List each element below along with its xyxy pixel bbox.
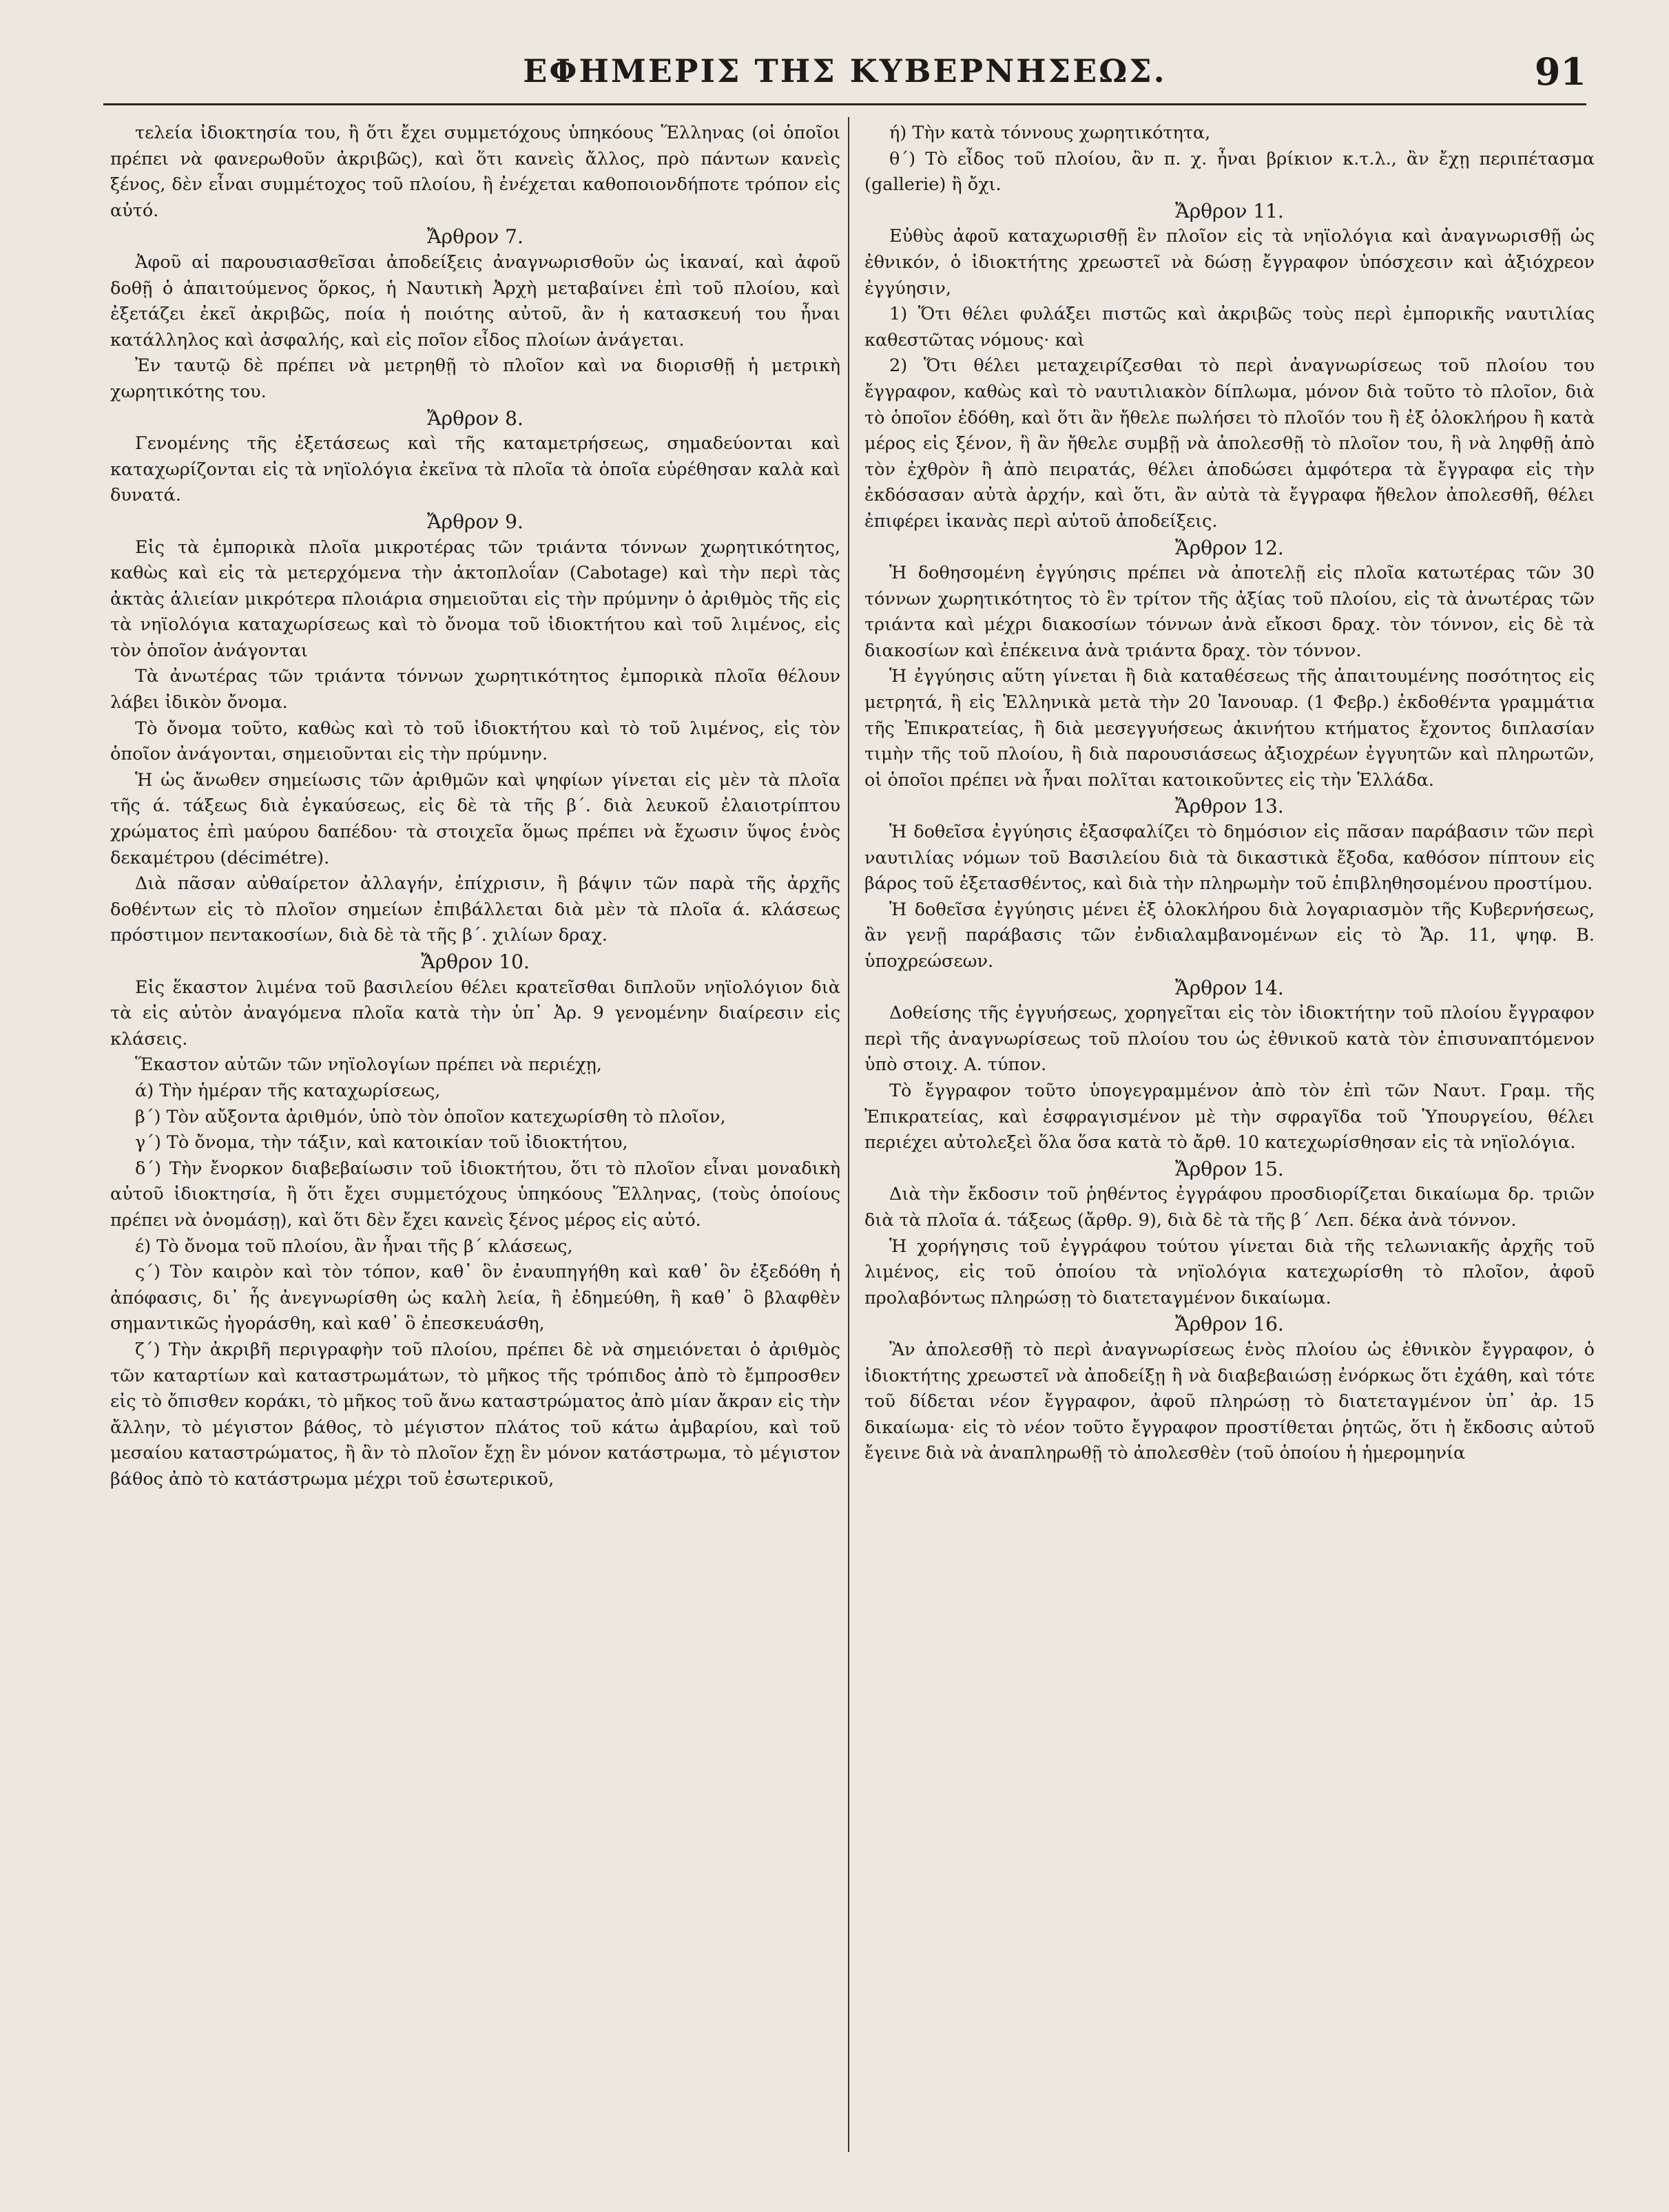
- paragraph: τελεία ἰδιοκτησία του, ἢ ὅτι ἔχει συμμετόχους ὑπηκόους Ἕλληνας (οἱ ὁποῖοι πρέπει νὰ φανερωθοῦν ἀκριβῶς), καὶ ὅτι κανεὶς ἄλλος, πρὸ πάντων κανεὶς ξένος, δὲν εἶναι συμμέτοχος τοῦ πλοίου, ἢ ἐνέχεται καθοποιονδήποτε τρόπον εἰς αὐτό.: [110, 123, 840, 221]
- paragraph: Ἡ δοθεῖσα ἐγγύησις ἐξασφαλίζει τὸ δημόσιον εἰς πᾶσαν παράβασιν τῶν περὶ ναυτιλίας νόμων τοῦ Βασιλείου διὰ τὰ δικαστικὰ ἔξοδα, καθόσον πίπτουν εἰς βάρος τοῦ ἐξετασθέντος, καὶ διὰ τὴν πληρωμὴν τοῦ ἐπιβληθησομένου προστίμου.: [864, 822, 1595, 895]
- article-heading: Ἄρθρον 10.: [421, 950, 530, 973]
- list-item: ά) Τὴν ἡμέραν τῆς καταχωρίσεως,: [135, 1080, 441, 1101]
- paragraph: Γενομένης τῆς ἐξετάσεως καὶ τῆς καταμετρήσεως, σημαδεύονται καὶ καταχωρίζονται εἰς τὰ νηϊολόγια ἐκεῖνα τὰ πλοῖα τὰ ὁποῖα εὑρέθησαν καλὰ καὶ δυνατά.: [110, 433, 840, 506]
- list-item: 2) Ὅτι θέλει μεταχειρίζεσθαι τὸ περὶ ἀναγνωρίσεως τοῦ πλοίου του ἔγγραφον, καθὼς καὶ τὸ ναυτιλιακὸν δίπλωμα, μόνον διὰ τοῦτο τὸ πλοῖον, διὰ τὸ ὁποῖον ἐδόθη, καὶ ὅτι ἂν ἤθελε πωλήσει τὸ πλοῖόν του ἢ ἐξ ὁλοκλήρου ἢ κατὰ μέρος εἰς ξένον, ἢ ἂν ἤθελε συμβῇ νὰ ἀπολεσθῇ τὸ πλοῖον του, ἢ νὰ ληφθῇ ἀπὸ τὸν ἐχθρὸν ἢ ἀπὸ πειρατάς, θέλει ἀποδώσει ἀμφότερα τὰ ἔγγραφα εἰς τὴν ἐκδόσασαν αὐτὰ ἀρχήν, καὶ ὅτι, ἂν αὐτὰ τὰ ἔγγραφα ἤθελον ἀπολεσθῆ, θέλει ἐπιφέρει ἱκανὰς περὶ αὐτοῦ ἀποδείξεις.: [864, 355, 1595, 532]
- paragraph: Εὐθὺς ἀφοῦ καταχωρισθῇ ἓν πλοῖον εἰς τὰ νηϊολόγια καὶ ἀναγνωρισθῇ ὡς ἐθνικόν, ὁ ἰδιοκτήτης χρεωστεῖ νὰ δώσῃ ἔγγραφον ὑπόσχεσιν καὶ ἀξιόχρεον ἐγγύησιν,: [864, 226, 1595, 299]
- article-heading: Ἄρθρον 12.: [1175, 536, 1284, 559]
- list-item: δ΄) Τὴν ἔνορκον διαβεβαίωσιν τοῦ ἰδιοκτήτου, ὅτι τὸ πλοῖον εἶναι μοναδικὴ αὐτοῦ ἰδιοκτησία, ἢ ὅτι ἔχει συμμετόχους ὑπηκόους Ἕλληνας, (τοὺς ὁποίους πρέπει νὰ ὀνομάσῃ), καὶ ὅτι δὲν ἔχει κανεὶς ξένος μέρος εἰς αὐτό.: [110, 1158, 840, 1231]
- article-heading: Ἄρθρον 8.: [427, 406, 523, 430]
- paragraph: Ἡ δοθεῖσα ἐγγύησις μένει ἐξ ὁλοκλήρου διὰ λογαριασμὸν τῆς Κυβερνήσεως, ἂν γενῇ παράβασις τῶν ἐνδιαλαμβανομένων εἰς τὸ Ἄρ. 11, ψηφ. Β. ὑποχρεώσεων.: [864, 899, 1595, 972]
- paragraph: Ἡ ἐγγύησις αὕτη γίνεται ἢ διὰ καταθέσεως τῆς ἀπαιτουμένης ποσότητος εἰς μετρητά, ἢ εἰς Ἑλληνικὰ μετὰ τὴν 20 Ἰανουαρ. (1 Φεβρ.) ἐκδοθέντα γραμμάτια τῆς Ἐπικρατείας, ἢ διὰ μεσεγγυήσεως ἀκινήτου κτήματος ἔχοντος διπλασίαν τιμὴν τῆς τοῦ πλοίου, ἢ διὰ παρουσιάσεως ἀξιοχρέων ἐγγυητῶν καὶ πληρωτῶν, οἱ ὁποῖοι πρέπει νὰ ἦναι πολῖται κατοικοῦντες εἰς τὴν Ἑλλάδα.: [864, 666, 1595, 791]
- paragraph: Ἡ ὡς ἄνωθεν σημείωσις τῶν ἀριθμῶν καὶ ψηφίων γίνεται εἰς μὲν τὰ πλοῖα τῆς ά. τάξεως διὰ ἐγκαύσεως, εἰς δὲ τὰ τῆς β΄. διὰ λευκοῦ ἐλαιοτρίπτου χρώματος ἐπὶ μαύρου δαπέδου· τὰ στοιχεῖα ὅμως πρέπει νὰ ἔχωσιν ὕψος ἑνὸς δεκαμέτρου (décimétre).: [110, 769, 840, 868]
- page-header: [103, 48, 1586, 105]
- paragraph: Δοθείσης τῆς ἐγγυήσεως, χορηγεῖται εἰς τὸν ἰδιοκτήτην τοῦ πλοίου ἔγγραφον περὶ τῆς ἀναγνωρίσεως τοῦ πλοίου του ὡς ἐθνικοῦ κατὰ τὸν ἐπισυναπτόμενον ὑπὸ στοιχ. Α. τύπον.: [864, 1003, 1595, 1076]
- paragraph: Ἀφοῦ αἱ παρουσιασθεῖσαι ἀποδείξεις ἀναγνωρισθοῦν ὡς ἱκαναί, καὶ ἀφοῦ δοθῇ ὁ ἀπαιτούμενος ὅρκος, ἡ Ναυτικὴ Ἀρχὴ μεταβαίνει ἐπὶ τοῦ πλοίου, καὶ ἐξετάζει ἐκεῖ ἀκριβῶς, ποία ἡ ποιότης αὐτοῦ, ἂν ἡ κατασκευή του ἦναι κατάλληλος καὶ ἀσφαλής, καὶ εἰς ποῖον εἶδος πλοίων ἀνάγεται.: [110, 251, 840, 351]
- list-item: έ) Τὸ ὄνομα τοῦ πλοίου, ἂν ἦναι τῆς β΄ κλάσεως,: [135, 1235, 573, 1257]
- article-heading: Ἄρθρον 11.: [1175, 199, 1284, 222]
- list-item: β΄) Τὸν αὔξοντα ἀριθμόν, ὑπὸ τὸν ὁποῖον κατεχωρίσθη τὸ πλοῖον,: [135, 1106, 726, 1127]
- paragraph: Τὸ ὄνομα τοῦτο, καθὼς καὶ τὸ τοῦ ἰδιοκτήτου καὶ τὸ τοῦ λιμένος, εἰς τὸν ὁποῖον ἀνάγονται, σημειοῦνται εἰς τὴν πρύμνην.: [110, 718, 840, 765]
- article-heading: Ἄρθρον 9.: [427, 510, 523, 533]
- paragraph: Διὰ πᾶσαν αὐθαίρετον ἀλλαγήν, ἐπίχρισιν, ἢ βάψιν τῶν παρὰ τῆς ἀρχῆς δοθέντων εἰς τὸ πλοῖον σημείων ἐπιβάλλεται διὰ μὲν τὰ πλοῖα ά. κλάσεως πρόστιμον πεντακοσίων, διὰ δὲ τὰ τῆς β΄. χιλίων δραχ.: [110, 873, 840, 946]
- paragraph: Διὰ τὴν ἔκδοσιν τοῦ ῥηθέντος ἐγγράφου προσδιορίζεται δικαίωμα δρ. τριῶν διὰ τὰ πλοῖα ά. τάξεως (ἄρθρ. 9), διὰ δὲ τὰ τῆς β΄ Λεπ. δέκα ἀνὰ τόννον.: [864, 1184, 1595, 1231]
- list-item: ς΄) Τὸν καιρὸν καὶ τὸν τόπον, καθ᾿ ὃν ἐναυπηγήθη καὶ καθ᾿ ὃν ἐξεδόθη ἡ ἀπόφασις, δι᾿ ἧς ἀνεγνωρίσθη ὡς καλὴ λεία, ἢ ἐδημεύθη, ἢ καθ᾿ ὃ βλαφθὲν σημαντικῶς ἠγοράσθη, καὶ καθ᾿ ὃ ἐπεσκευάσθη,: [110, 1262, 840, 1335]
- paragraph: Εἰς τὰ ἐμπορικὰ πλοῖα μικροτέρας τῶν τριάντα τόννων χωρητικότητος, καθὼς καὶ εἰς τὰ μετερχόμενα τὴν ἀκτοπλοΐαν (Cabotage) καὶ τὴν περὶ τὰς ἀκτὰς ἁλιείαν μικρότερα πλοιάρια σημειοῦται εἰς τὴν πρύμνην ὁ ἀριθμὸς τῆς εἰς τὰ νηϊολόγια καταχωρίσεως καὶ τὸ ὄνομα τοῦ ἰδιοκτήτου καὶ τοῦ λιμένος, εἰς τὸν ὁποῖον ἀνάγονται: [110, 536, 840, 661]
- column-divider: [848, 117, 849, 2152]
- paragraph: Ἕκαστον αὐτῶν τῶν νηϊολογίων πρέπει νὰ περιέχῃ,: [135, 1054, 602, 1076]
- paragraph: Ἡ χορήγησις τοῦ ἐγγράφου τούτου γίνεται διὰ τῆς τελωνιακῆς ἀρχῆς τοῦ λιμένος, εἰς τοῦ ὁποίου τὰ νηϊολόγια κατεχωρίσθη τὸ πλοῖον, ἀφοῦ προλαβόντως πληρώσῃ τὸ διατεταγμένον δικαίωμα.: [864, 1235, 1595, 1308]
- article-heading: Ἄρθρον 14.: [1175, 976, 1284, 999]
- article-heading: Ἄρθρον 13.: [1175, 795, 1284, 818]
- paragraph: Τὰ ἀνωτέρας τῶν τριάντα τόννων χωρητικότητος ἐμπορικὰ πλοῖα θέλουν λάβει ἰδικὸν ὄνομα.: [110, 666, 840, 713]
- article-heading: Ἄρθρον 16.: [1175, 1313, 1284, 1336]
- list-item: ζ΄) Τὴν ἀκριβῆ περιγραφὴν τοῦ πλοίου, πρέπει δὲ νὰ σημειόνεται ὁ ἀριθμὸς τῶν καταρτίων καὶ καταστρωμάτων, τὸ μῆκος τῆς τρόπιδος ἀπὸ τὸ ἔμπροσθεν εἰς τὸ ὄπισθεν κοράκι, τὸ μῆκος τοῦ ἄνω καταστρώματος ἀπὸ μίαν ἄκραν εἰς τὴν ἄλλην, τὸ μέγιστον βάθος, τὸ μέγιστον πλάτος τοῦ κάτω ἀμβαρίου, καὶ τοῦ μεσαίου καταστρώματος, ἢ ἂν τὸ πλοῖον ἔχῃ ἓν μόνον κατάστρωμα, τὸ μέγιστον βάθος ἀπὸ τὸ κατάστρωμα μέχρι τοῦ ἐσωτερικοῦ,: [110, 1339, 840, 1490]
- list-item: ή) Τὴν κατὰ τόννους χωρητικότητα,: [889, 123, 1211, 143]
- paragraph: Τὸ ἔγγραφον τοῦτο ὑπογεγραμμένον ἀπὸ τὸν ἐπὶ τῶν Ναυτ. Γραμ. τῆς Ἐπικρατείας, καὶ ἐσφραγισμένον μὲ τὴν σφραγῖδα τοῦ Ὑπουργείου, θέλει περιέχει αὐτολεξεὶ ὅλα ὅσα κατὰ τὸ ἄρθ. 10 κατεχωρίσθησαν εἰς τὰ νηϊολόγια.: [864, 1080, 1595, 1154]
- paragraph: Ἡ δοθησομένη ἐγγύησις πρέπει νὰ ἀποτελῇ εἰς πλοῖα κατωτέρας τῶν 30 τόννων χωρητικότητος τὸ ἓν τρίτον τῆς ἀξίας τοῦ πλοίου, εἰς τὰ ἀνωτέρας τῶν τριάντα καὶ μέχρι διακοσίων τόννων ἀνὰ εἴκοσι δραχ. τὸν τόννον, εἰς δὲ τὰ διακοσίων καὶ ἐπέκεινα ἀνὰ τριάντα δραχ. τὸν τόννον.: [864, 563, 1595, 661]
- right-column: [864, 121, 1595, 1467]
- paragraph: Εἰς ἕκαστον λιμένα τοῦ βασιλείου θέλει κρατεῖσθαι διπλοῦν νηϊολόγιον διὰ τὰ εἰς αὐτὸν ἀναγόμενα πλοῖα κατὰ τὴν ὑπ᾿ Ἀρ. 9 γενομένην διαίρεσιν εἰς κλάσεις.: [110, 977, 840, 1050]
- paragraph: Ἂν ἀπολεσθῇ τὸ περὶ ἀναγνωρίσεως ἑνὸς πλοίου ὡς ἐθνικὸν ἔγγραφον, ὁ ἰδιοκτήτης χρεωστεῖ νὰ ἀποδείξῃ ἢ νὰ διαβεβαιώσῃ ἐνόρκως ὅτι ἐχάθη, καὶ τότε τοῦ δίδεται νέον ἔγγραφον, ἀφοῦ πληρώσῃ τὸ διατεταγμένον ὑπ᾿ ἀρ. 15 δικαίωμα· εἰς τὸ νέον τοῦτο ἔγγραφον προστίθεται ῥητῶς, ὅτι ἡ ἔκδοσις αὐτοῦ ἔγεινε διὰ νὰ ἀναπληρωθῇ τὸ ἀπολεσθὲν (τοῦ ὁποίου ἡ ἡμερομηνία: [864, 1339, 1595, 1464]
- list-item: 1) Ὅτι θέλει φυλάξει πιστῶς καὶ ἀκριβῶς τοὺς περὶ ἐμπορικῆς ναυτιλίας καθεστῶτας νόμους· καὶ: [864, 304, 1595, 351]
- page-title: ΕΦΗΜΕΡΙΣ ΤΗΣ ΚΥΒΕΡΝΗΣΕΩΣ.: [523, 52, 1167, 90]
- paragraph: Ἐν ταυτῷ δὲ πρέπει νὰ μετρηθῇ τὸ πλοῖον καὶ να διορισθῇ ἡ μετρικὴ χωρητικότης του.: [110, 355, 840, 402]
- left-column: [110, 121, 840, 1492]
- list-item: θ΄) Τὸ εἶδος τοῦ πλοίου, ἂν π. χ. ἦναι βρίκιον κ.τ.λ., ἂν ἔχῃ περιπέτασμα (gallerie) ἢ ὄχι.: [864, 148, 1595, 196]
- article-heading: Ἄρθρον 15.: [1175, 1157, 1284, 1180]
- page-number: 91: [1534, 50, 1586, 94]
- article-heading: Ἄρθρον 7.: [427, 225, 523, 249]
- list-item: γ΄) Τὸ ὄνομα, τὴν τάξιν, καὶ κατοικίαν τοῦ ἰδιοκτήτου,: [135, 1132, 628, 1154]
